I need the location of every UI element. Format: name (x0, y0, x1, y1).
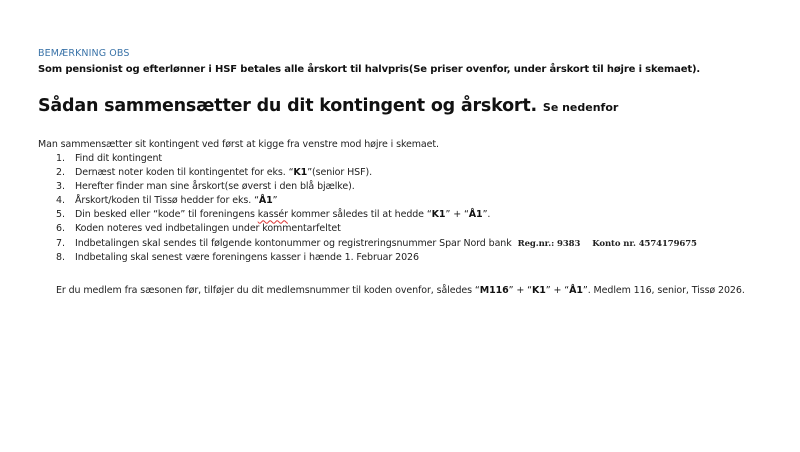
list-item (38, 209, 697, 223)
code-k1: K1 (293, 167, 308, 179)
page-heading (38, 96, 618, 116)
list-number: 5. (56, 209, 65, 221)
list-item (38, 195, 697, 209)
step-text: ”. (482, 209, 491, 221)
step-text: kommer således til at hedde “ (287, 209, 432, 221)
step-text: ” + “ (445, 209, 469, 221)
member-text: Er du medlem fra sæsonen før, tilføjer du dit medlemsnummer til koden ovenfor, således “ (56, 285, 480, 296)
remark-label: BEMÆRKNING OBS (38, 48, 130, 59)
step-text: Indbetalingen skal sendes til følgende kontonummer og registreringsnummer Spar Nord bank (75, 237, 512, 249)
list-item (38, 223, 697, 237)
step-text: Indbetaling skal senest være foreningens kasser i hænde 1. Februar 2026 (75, 251, 419, 263)
code-k1: K1 (431, 209, 446, 221)
code-a1: Å1 (468, 209, 483, 221)
steps-list (38, 153, 697, 266)
step-text: Årskort/koden til Tissø hedder for eks. “ (75, 195, 259, 207)
step-text: Koden noteres ved indbetalingen under kommentarfeltet (75, 223, 341, 235)
list-number: 4. (56, 195, 65, 207)
member-paragraph (56, 285, 745, 296)
step-text: Herefter finder man sine årskort(se øverst i den blå bjælke). (75, 181, 355, 193)
code-k1: K1 (532, 285, 546, 296)
misspelled-word[interactable]: kassér (257, 209, 288, 221)
list-item (38, 153, 697, 167)
step-text: Dernæst noter koden til kontingentet for eks. “ (75, 167, 294, 179)
step-text: Din besked eller “kode” til foreningens (75, 209, 258, 221)
list-item (38, 181, 697, 195)
list-number: 2. (56, 167, 65, 179)
member-text: ” + “ (508, 285, 532, 296)
list-item (38, 238, 697, 252)
list-item (38, 167, 697, 181)
code-a1: Å1 (569, 285, 583, 296)
account-number: Konto nr. 4574179675 (592, 238, 697, 249)
step-text: ” (272, 195, 278, 207)
list-item (38, 252, 697, 266)
member-text: ” + “ (545, 285, 570, 296)
reg-number: Reg.nr.: 9383 (517, 238, 581, 249)
list-number: 6. (56, 223, 65, 235)
remark-text: Som pensionist og efterlønner i HSF betales alle årskort til halvpris(Se priser ovenfor, under årskort til højre i skemaet). (38, 64, 701, 75)
heading-title: Sådan sammensætter du dit kontingent og årskort. (38, 96, 537, 116)
list-number: 1. (56, 153, 65, 164)
heading-subtitle: Se nedenfor (542, 101, 619, 114)
code-m116: M116 (479, 285, 509, 296)
intro-paragraph: Man sammensætter sit kontingent ved først at kigge fra venstre mod højre i skemaet. (38, 139, 439, 150)
member-text: ”. Medlem 116, senior, Tissø 2026. (582, 285, 745, 296)
step-text: Find dit kontingent (75, 153, 163, 164)
list-number: 7. (56, 237, 65, 249)
code-a1: Å1 (258, 195, 273, 207)
step-text: ”(senior HSF). (307, 167, 372, 179)
list-number: 3. (56, 181, 65, 193)
list-number: 8. (56, 251, 65, 263)
